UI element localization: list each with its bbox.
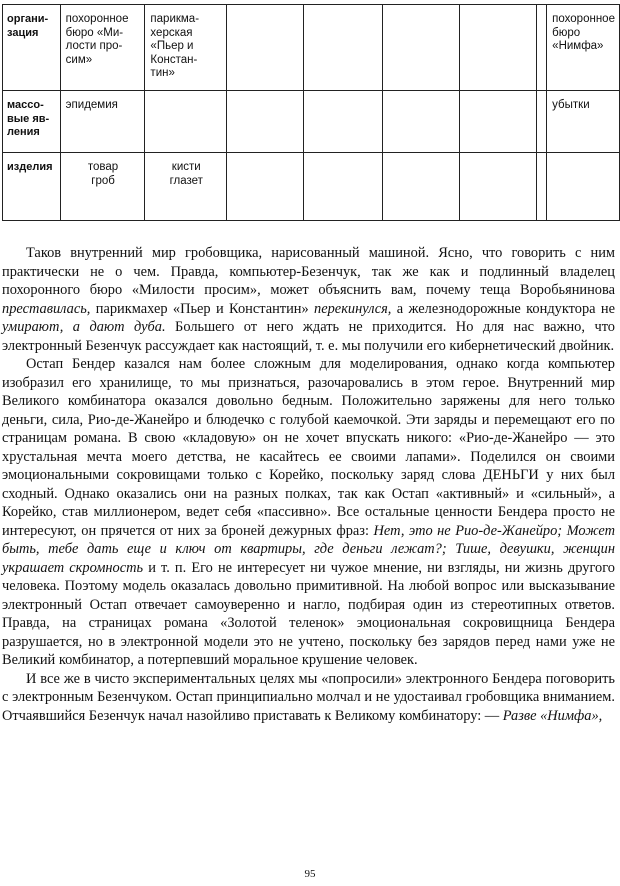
table-cell [537, 5, 547, 91]
row-header: массо- вые яв- ления [3, 91, 61, 153]
table-cell [460, 5, 537, 91]
table-cell: парикма- херская «Пьер и Констан- тин» [145, 5, 227, 91]
table-cell [383, 5, 460, 91]
table-cell: товар гроб [60, 153, 145, 221]
table-row [3, 5, 620, 91]
table-cell [304, 5, 383, 91]
table-cell: убытки [547, 91, 620, 153]
paragraph [2, 244, 615, 355]
text-run: Остап Бендер казался нам более сложным для моделирования, однако когда компьютер изобразил его хранилище, то мы признаться, разочаровались в этом герое. Внутренний мир Великого комбинатора оказался довольно бедным. Положительно заряжены для него только деньги, сила, Рио-де-Жанейро и блюдечко с голубой каемочкой. Эти заряды и перемещают его по страницам романа. В свою «кладовую» он не хочет впускать никого: «Рио-де-Жанейро — это хрустальная мечта моего детства, не касайтесь ее своими лапами». Поделился он своими эмоциональными сокровищами только с Корейко, поскольку заряд слова ДЕНЬГИ у них был сходный. Однако оказались они на разных полках, так как Остап «активный» и «сильный», а Корейко, став миллионером, ведет себя «пассивно». Все остальные ценности Бендера просто не интересуют, он прячется от них за броней дежурных фраз: [2, 356, 615, 539]
table-row [3, 91, 620, 153]
table-cell [383, 91, 460, 153]
italic-quote: перекинулся, [314, 300, 392, 317]
table-cell [227, 5, 304, 91]
text-run: Большего от него ждать не приходится. Но для нас важно, что электронный Безенчук рассуждает как настоящий, т. е. мы получили его кибернетический двойник. [2, 319, 615, 354]
text-run: парикмахер «Пьер и Константин» [90, 300, 315, 317]
table-cell [227, 91, 304, 153]
table-cell [460, 91, 537, 153]
table-cell [304, 153, 383, 221]
table-cell [460, 153, 537, 221]
italic-quote: умирают, а дают дуба. [2, 319, 166, 335]
text-run: Таков внутренний мир гробовщика, нарисованный машиной. Ясно, что говорить с ним практически не о чем. Правда, компьютер-Безенчук, так же как и подлинный владелец похоронного бюро «Милости просим», может объяснить вам, почему теща Воробьянинова [2, 245, 615, 298]
italic-quote: Разве «Нимфа», [502, 707, 603, 724]
table-cell: похоронное бюро «Ми- лости про- сим» [60, 5, 145, 91]
italic-quote: преставилась, [2, 300, 91, 317]
text-run: а железнодорожные кондуктора не [391, 300, 615, 317]
table-cell [547, 153, 620, 221]
table-body [3, 5, 620, 221]
table-cell: эпидемия [60, 91, 145, 153]
row-header: изделия [3, 153, 61, 221]
category-table [2, 4, 620, 221]
table-cell: кисти глазет [145, 153, 227, 221]
table-cell [537, 91, 547, 153]
row-header: органи- зация [3, 5, 61, 91]
table-cell [537, 153, 547, 221]
table-cell: похоронное бюро «Нимфа» [547, 5, 620, 91]
text-run: и т. п. Его не интересует ни чужое мнение, ни взгляды, ни жизнь другого человека. Поэтому модель оказалась довольно примитивной. На любой вопрос или высказывание электронный Остап отвечает самоуверенно и нагло, подбирая один из стереотипных ответов. Правда, на страницах романа «Золотой теленок» эмоциональная сокровищница Бендера разрушается, но в электронной модели это не учтено, поскольку без зарядов перед нами уже не Великий комбинатор, а потерпевший моральное крушение человек. [2, 559, 615, 668]
paragraph [2, 670, 615, 726]
paragraph [2, 355, 615, 670]
table-cell [227, 153, 304, 221]
page-number: 95 [304, 868, 316, 880]
text-run: И все же в чисто экспериментальных целях мы «попросили» электронного Бендера поговорить с электронным Безенчуком. Остап принципиально молчал и не удостаивал гробовщика вниманием. Отчаявшийся Безенчук начал назойливо приставать к Великому комбинатору: — [2, 670, 615, 724]
table-row [3, 153, 620, 221]
table-cell [383, 153, 460, 221]
table-cell [145, 91, 227, 153]
table-cell [304, 91, 383, 153]
italic-quote: Нет, это не Рио-де-Жанейро; Может быть, тебе дать еще и ключ от квартиры, где деньги лежат?; Тише, девушки, женщин украшает скромность [2, 522, 615, 576]
body-text [2, 244, 615, 725]
